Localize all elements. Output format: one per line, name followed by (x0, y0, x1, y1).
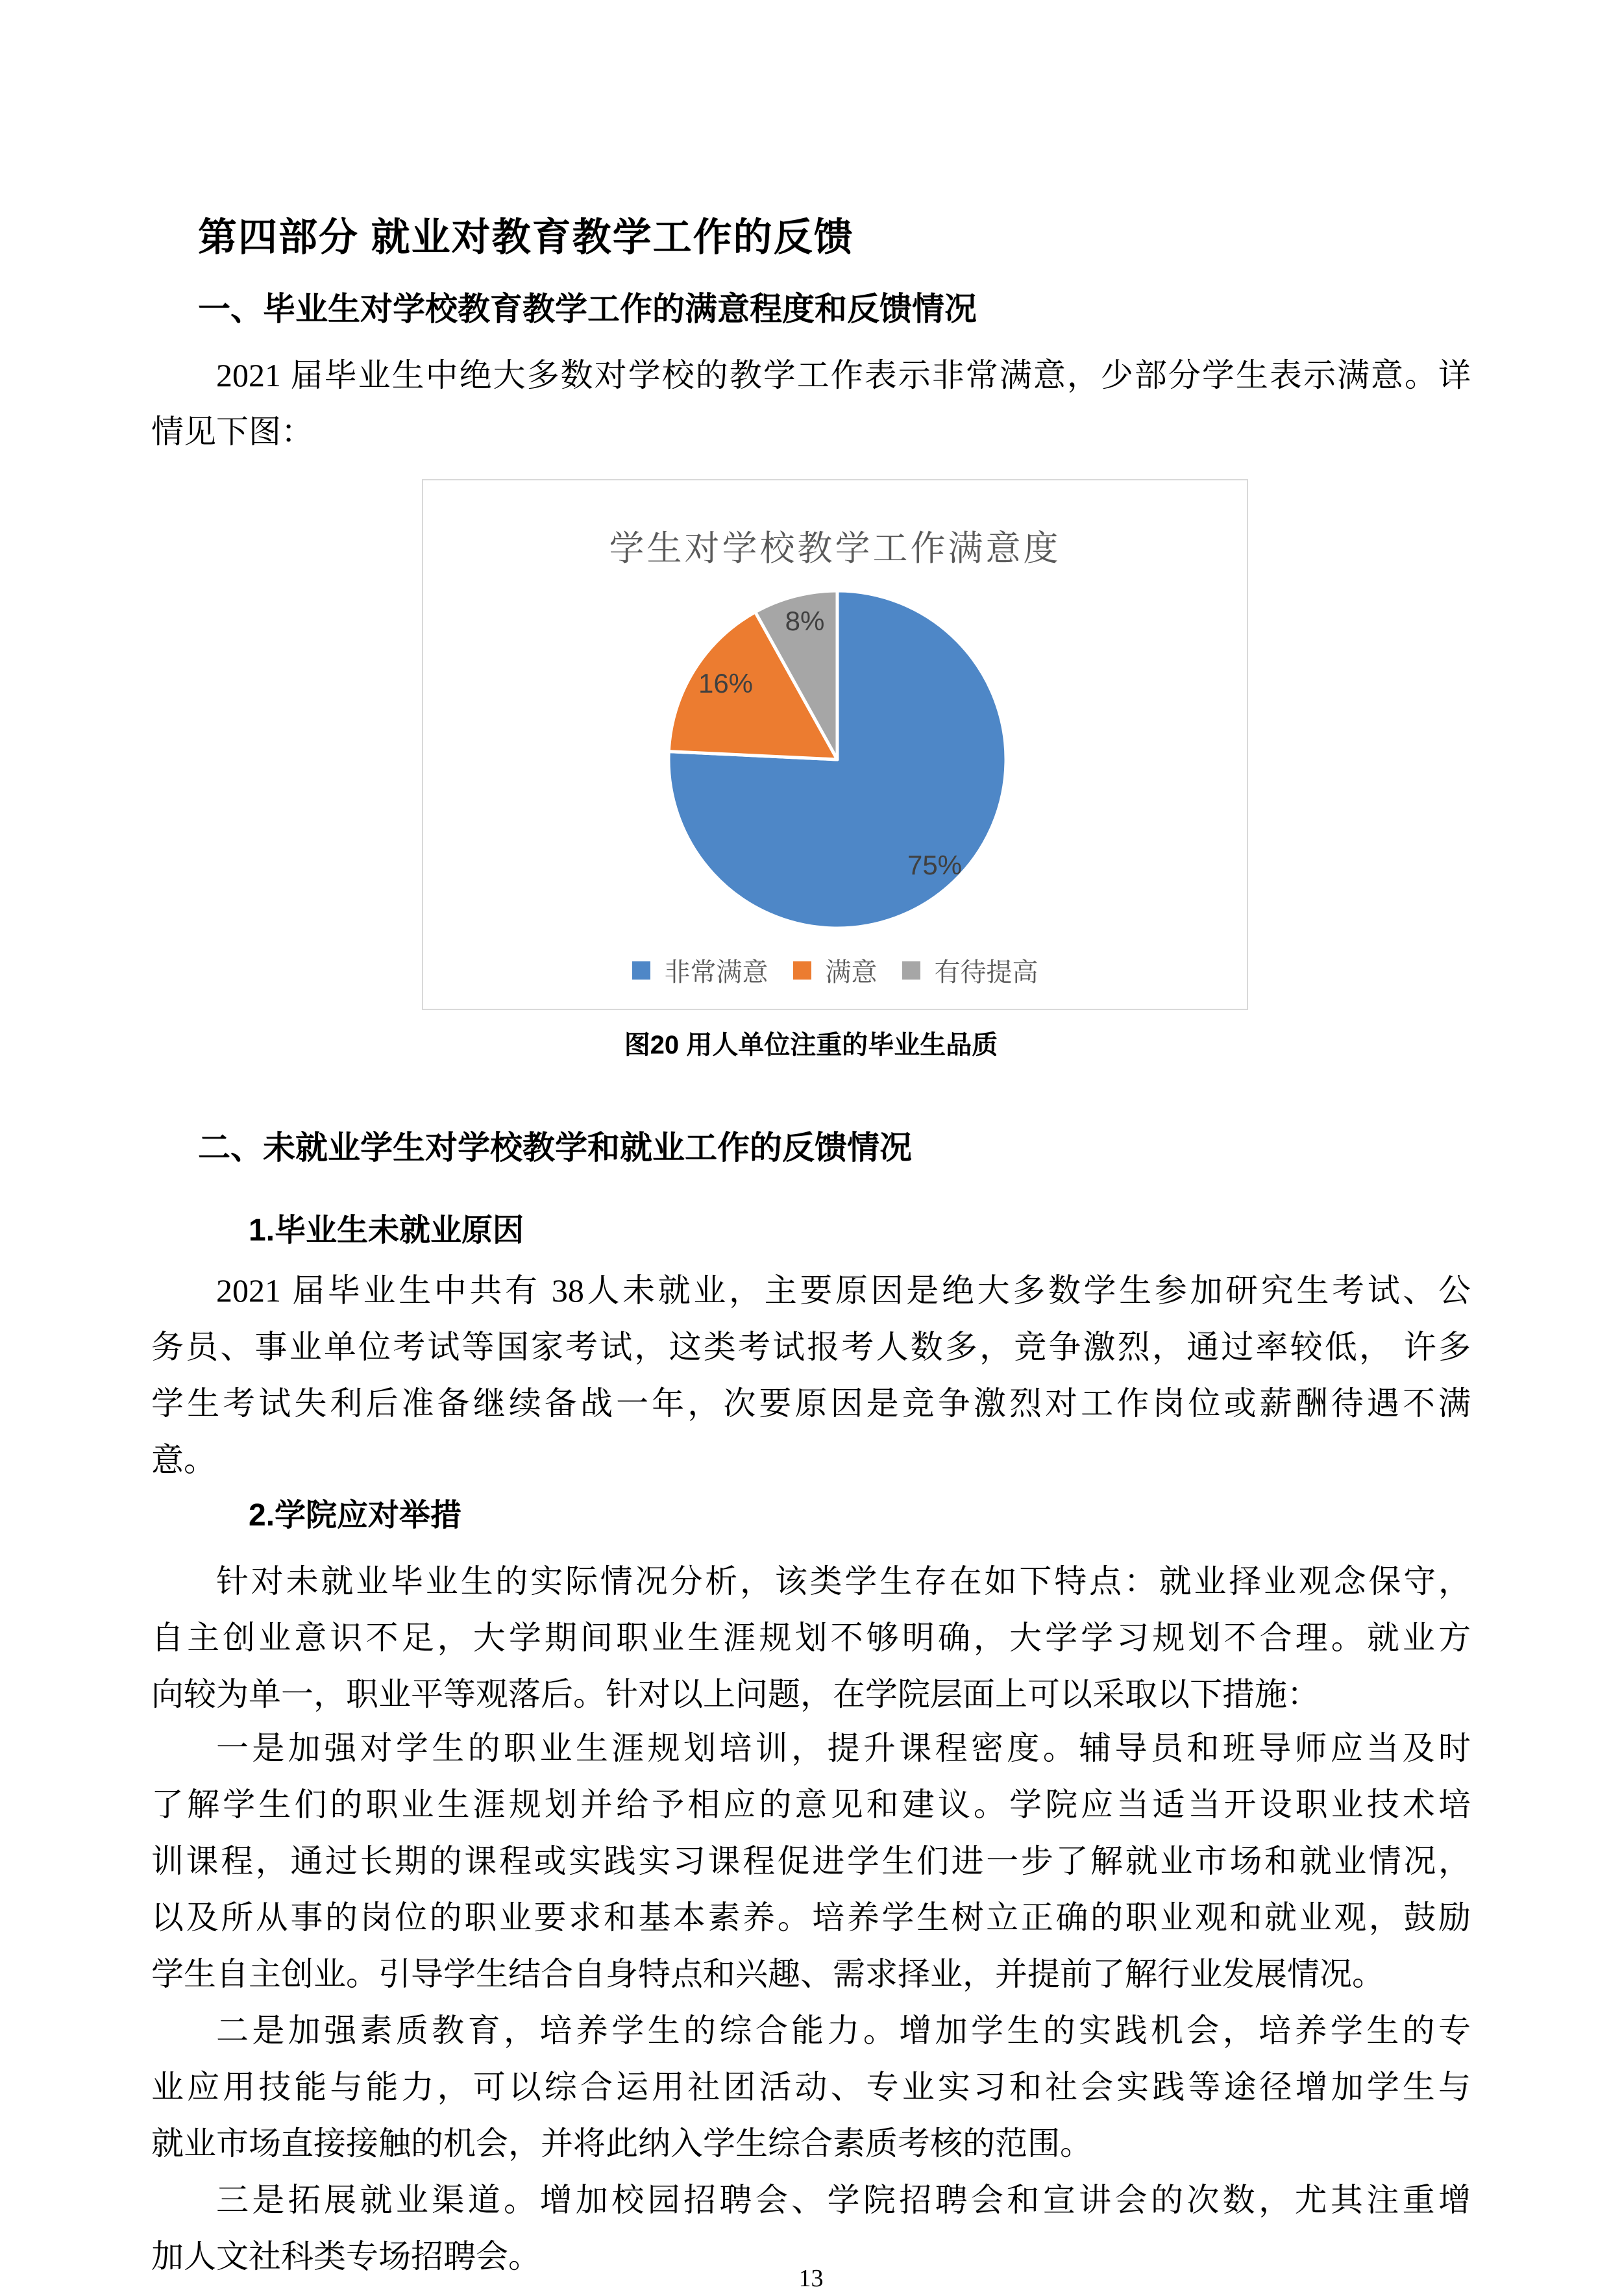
legend-item-needs-improvement (902, 952, 1038, 989)
legend-item-very-satisfied (632, 952, 768, 989)
chart-legend (423, 952, 1247, 989)
figure-caption: 图20 用人单位注重的毕业生品质 (624, 1031, 998, 1059)
paragraph-line: 以及所从事的岗位的职业要求和基本素养。培养学生树立正确的职业观和就业观，鼓励 (151, 1899, 1471, 1936)
legend-label: 非常满意 (664, 958, 768, 987)
paragraph-line: 2021 届毕业生中绝大多数对学校的教学工作表示非常满意，少部分学生表示满意。详 (216, 357, 1471, 393)
paragraph-analysis (151, 1553, 1471, 1723)
legend-swatch-gray-icon (902, 961, 920, 980)
subheading-college-measures: 2.学院应对举措 (249, 1498, 462, 1533)
paragraph-line: 自主创业意识不足，大学期间职业生涯规划不够明确，大学学习规划不合理。就业方 (151, 1620, 1471, 1656)
paragraph-line: 意。 (151, 1442, 216, 1478)
paragraph-line: 就业市场直接接触的机会，并将此纳入学生综合素质考核的范围。 (151, 2125, 1092, 2162)
pie-label-very-satisfied: 75% (907, 850, 963, 880)
paragraph-line: 务员、事业单位考试等国家考试，这类考试报考人数多，竞争激烈，通过率较低， 许多 (151, 1329, 1471, 1365)
satisfaction-chart-frame (422, 479, 1248, 1010)
paragraph-line: 学生考试失利后准备继续备战一年，次要原因是竞争激烈对工作岗位或薪酬待遇不满 (151, 1385, 1471, 1422)
paragraph-line: 学生自主创业。引导学生结合自身特点和兴趣、需求择业，并提前了解行业发展情况。 (151, 1956, 1384, 1992)
paragraph-line: 二是加强素质教育，培养学生的综合能力。增加学生的实践机会，培养学生的专 (216, 2012, 1471, 2049)
paragraph-measure-1 (151, 1720, 1471, 2003)
paragraph-measure-2 (151, 2003, 1471, 2172)
pie-label-satisfied: 16% (698, 668, 754, 698)
document-title: 第四部分 就业对教育教学工作的反馈 (198, 216, 854, 259)
legend-label: 满意 (825, 958, 878, 987)
paragraph-line: 2021 届毕业生中共有 38人未就业，主要原因是绝大多数学生参加研究生考试、公 (216, 1272, 1471, 1309)
paragraph-line: 三是拓展就业渠道。增加校园招聘会、学院招聘会和宣讲会的次数，尤其注重增 (216, 2182, 1471, 2218)
legend-label: 有待提高 (934, 958, 1038, 987)
pie-chart-area (656, 578, 1019, 941)
page-number: 13 (798, 2265, 824, 2292)
paragraph-line: 加人文社科类专场招聘会。 (151, 2238, 541, 2275)
paragraph-line: 业应用技能与能力，可以综合运用社团活动、专业实习和社会实践等途径增加学生与 (151, 2069, 1471, 2105)
paragraph-unemployment-reasons (151, 1263, 1471, 1488)
legend-item-satisfied (793, 952, 878, 989)
paragraph-line: 针对未就业毕业生的实际情况分析，该类学生存在如下特点：就业择业观念保守， (216, 1563, 1471, 1599)
paragraph-intro (151, 347, 1471, 460)
pie-label-needs-improvement: 8% (785, 606, 825, 636)
paragraph-line: 向较为单一，职业平等观落后。针对以上问题，在学院层面上可以采取以下措施： (151, 1676, 1320, 1712)
paragraph-line: 一是加强对学生的职业生涯规划培训，提升课程密度。辅导员和班导师应当及时 (216, 1730, 1471, 1766)
legend-swatch-blue-icon (632, 961, 650, 980)
section-heading-1: 一、毕业生对学校教育教学工作的满意程度和反馈情况 (198, 291, 977, 327)
paragraph-line: 了解学生们的职业生涯规划并给予相应的意见和建议。学院应当适当开设职业技术培 (151, 1786, 1471, 1823)
legend-swatch-orange-icon (793, 961, 811, 980)
subheading-unemployment-reasons: 1.毕业生未就业原因 (249, 1213, 524, 1248)
paragraph-line: 情见下图： (151, 414, 313, 450)
chart-title: 学生对学校教学工作满意度 (609, 529, 1061, 568)
paragraph-line: 训课程，通过长期的课程或实践实习课程促进学生们进一步了解就业市场和就业情况， (151, 1843, 1471, 1879)
section-heading-2: 二、未就业学生对学校教学和就业工作的反馈情况 (198, 1129, 912, 1166)
satisfaction-pie (656, 578, 1019, 941)
